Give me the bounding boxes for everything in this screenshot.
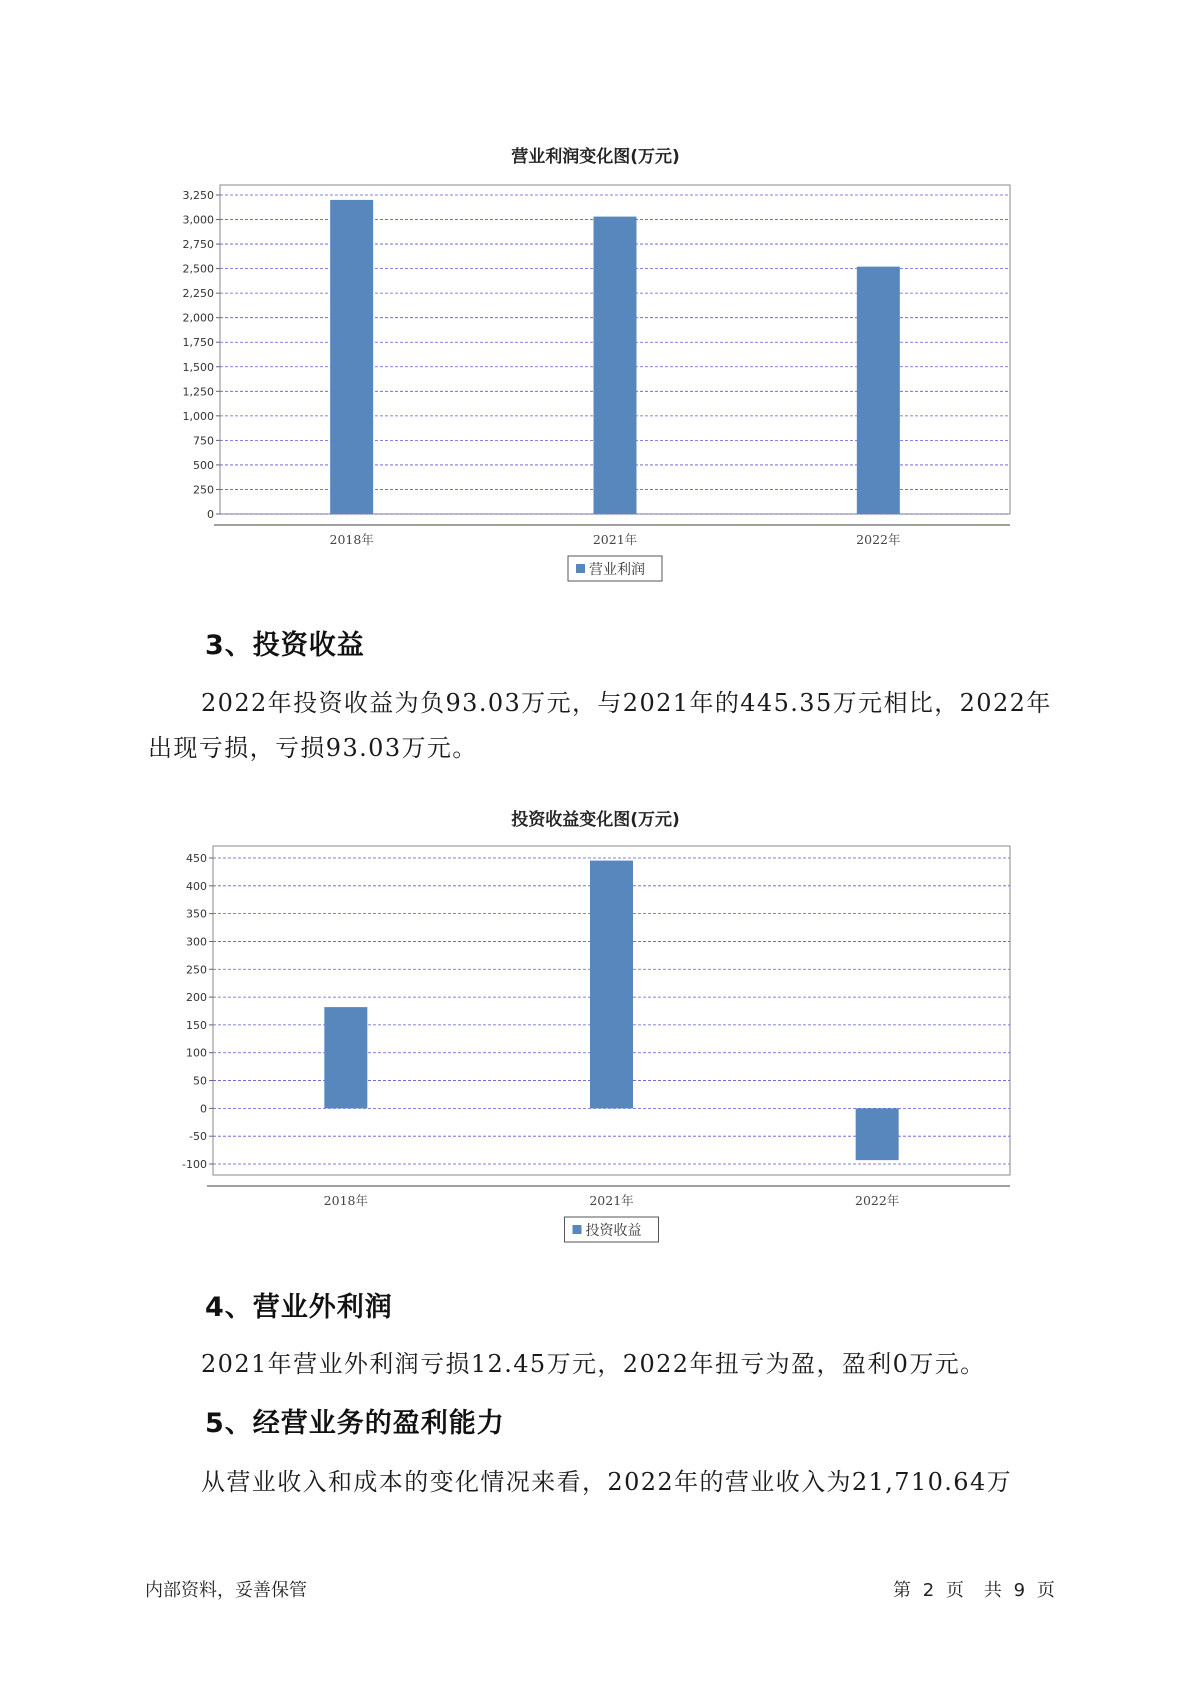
investment-income-chart-title: 投资收益变化图(万元): [511, 810, 680, 830]
y-tick-label: 250: [186, 963, 207, 977]
y-tick-label: 2,000: [182, 311, 214, 325]
y-tick-label: 100: [186, 1046, 207, 1060]
y-tick-label: 50: [193, 1074, 207, 1088]
y-tick-label: 2,500: [182, 262, 214, 276]
legend-label: 投资收益: [585, 1223, 642, 1239]
y-tick-label: 450: [186, 852, 207, 865]
section-heading-investment-income: 3、投资收益: [205, 630, 365, 661]
y-tick-label: 1,250: [182, 385, 214, 399]
x-tick-label: 2022年: [855, 1193, 900, 1208]
section-heading-profitability: 5、经营业务的盈利能力: [205, 1408, 505, 1439]
bar: [594, 217, 637, 514]
y-tick-label: 0: [207, 508, 214, 521]
y-tick-label: -100: [182, 1158, 207, 1171]
footer-page-indicator: [893, 1576, 1060, 1602]
y-tick-label: 1,000: [182, 409, 214, 423]
y-tick-label: 500: [193, 458, 214, 472]
y-tick-label: 1,750: [182, 336, 214, 350]
y-tick-label: 3,250: [182, 189, 214, 202]
y-tick-label: 2,750: [182, 238, 214, 252]
paragraph-profitability: 从营业收入和成本的变化情况来看，2022年的营业收入为21,710.64万: [201, 1468, 1013, 1496]
page-prefix: 第: [893, 1580, 912, 1601]
y-tick-label: 200: [186, 991, 207, 1005]
y-tick-label: 750: [193, 434, 214, 448]
legend-swatch: [573, 1225, 582, 1234]
y-tick-label: 350: [186, 907, 207, 921]
operating-profit-chart: [0, 175, 1191, 595]
y-tick-label: 0: [200, 1102, 207, 1116]
x-tick-label: 2021年: [592, 532, 638, 547]
footer-confidential-note: 内部资料，妥善保管: [145, 1580, 307, 1601]
page-total: 9: [1013, 1580, 1027, 1601]
bar: [857, 267, 900, 514]
bar: [856, 1108, 899, 1160]
x-tick-label: 2018年: [329, 532, 374, 547]
y-tick-label: -50: [189, 1130, 207, 1144]
investment-income-chart: [0, 838, 1191, 1258]
section-heading-non-operating-profit: 4、营业外利润: [205, 1292, 393, 1323]
page-number: 2: [922, 1580, 936, 1601]
x-tick-label: 2022年: [856, 532, 901, 547]
paragraph-investment-income: 2022年投资收益为负93.03万元，与2021年的445.35万元相比，2022年出现亏损，亏损93.03万元。: [148, 689, 1052, 762]
x-tick-label: 2018年: [323, 1193, 368, 1208]
y-tick-label: 400: [186, 879, 207, 893]
x-tick-label: 2021年: [589, 1193, 634, 1208]
operating-profit-chart-title: 营业利润变化图(万元): [511, 147, 680, 167]
bar: [324, 1007, 367, 1108]
y-tick-label: 1,500: [182, 360, 214, 374]
bar: [330, 200, 373, 514]
paragraph-non-operating-profit: 2021年营业外利润亏损12.45万元，2022年扭亏为盈，盈利0万元。: [201, 1350, 986, 1378]
y-tick-label: 250: [193, 483, 214, 497]
y-tick-label: 300: [186, 935, 207, 949]
y-tick-label: 2,250: [182, 287, 214, 301]
y-tick-label: 3,000: [182, 213, 214, 227]
bar: [590, 861, 633, 1109]
legend-swatch: [576, 564, 585, 573]
legend-label: 营业利润: [589, 562, 645, 578]
page-suffix: 页: [1036, 1580, 1056, 1601]
page-mid: 页 共: [945, 1580, 1003, 1601]
y-tick-label: 150: [186, 1018, 207, 1032]
